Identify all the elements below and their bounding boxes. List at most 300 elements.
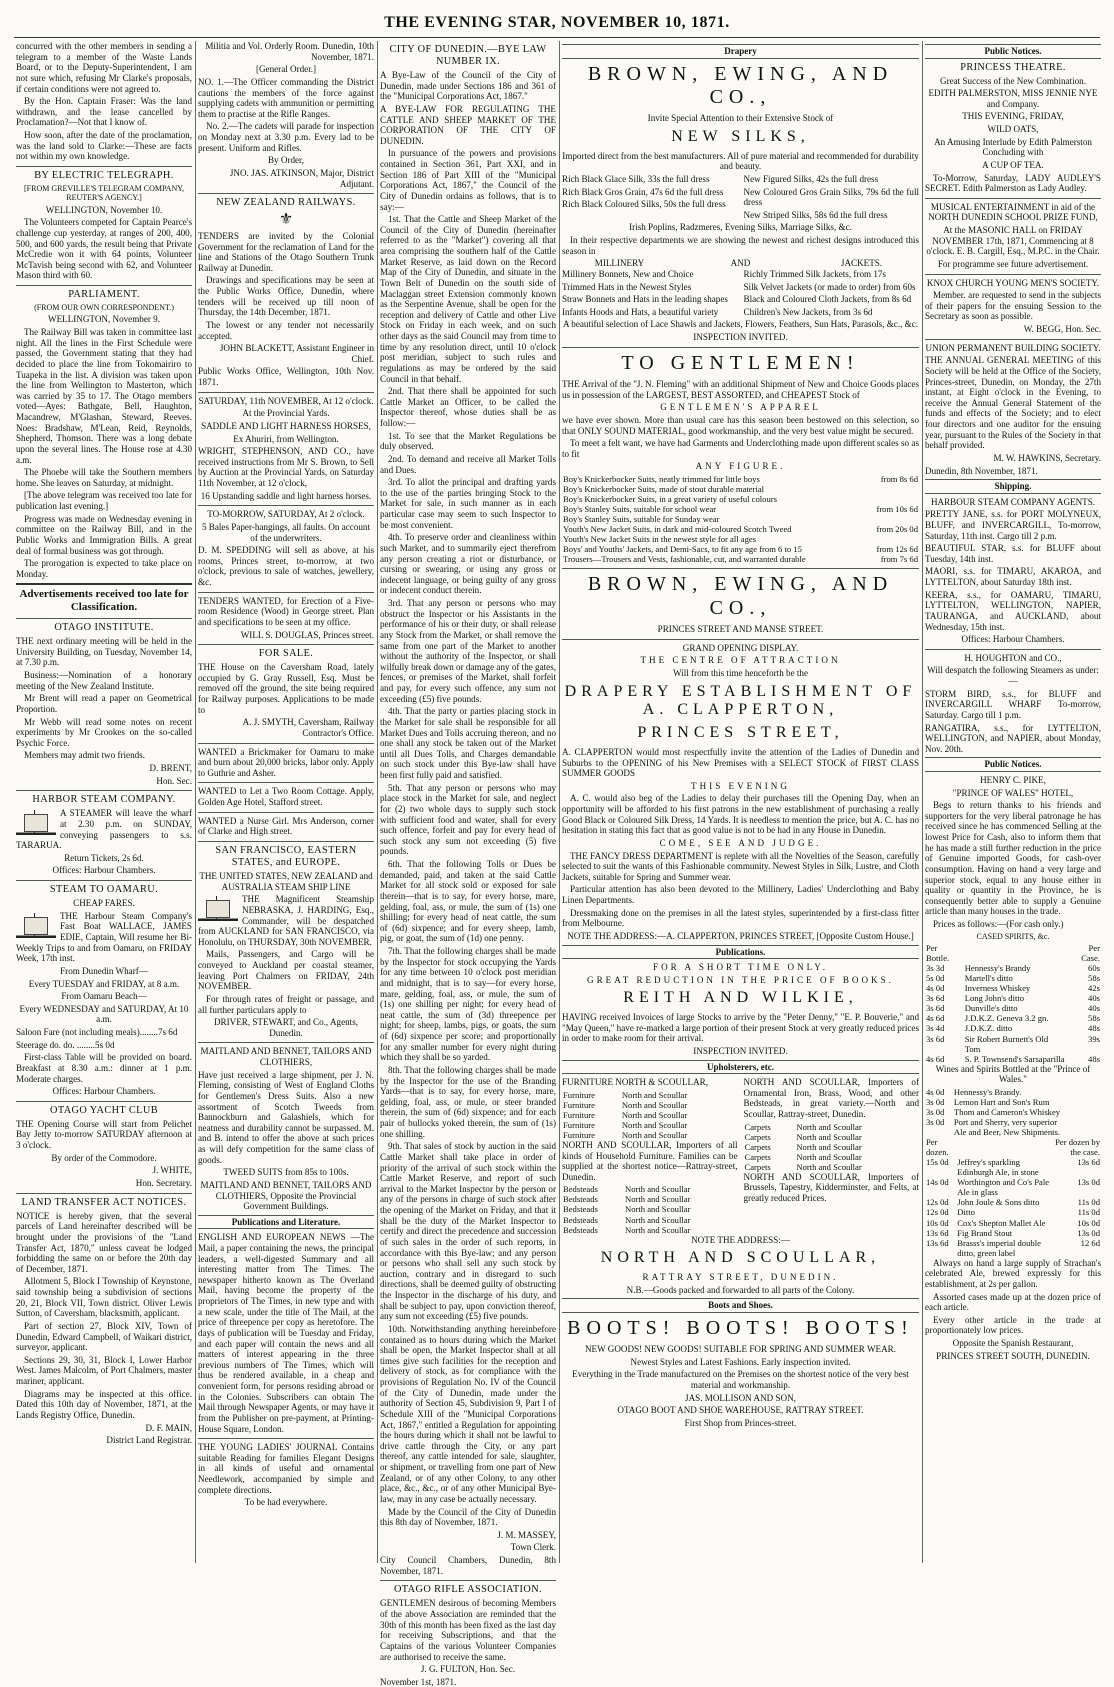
ad-text: TENDERS are invited by the Colonial Government for the reclamation of Land for the line and Stations of the Otago Southern Trunk Railway at Dunedin. bbox=[198, 230, 374, 273]
divider bbox=[925, 339, 1101, 340]
ad-subheading: FOR A SHORT TIME ONLY. bbox=[653, 962, 828, 973]
ad-subheading: PRINCES STREET SOUTH, DUNEDIN. bbox=[936, 1350, 1090, 1361]
table-row bbox=[925, 993, 1101, 1003]
ad-subheading: Wines and Spirits Bottled at the "Prince of Wales." bbox=[935, 1063, 1091, 1085]
table-row bbox=[925, 1218, 1101, 1228]
article-text: concurred with the other members in sending a telegram to a member of the Waste Lands Board, or to the Deputy-Superintendent, I am not sure which, refusing Mr Clarke's proposals, if certain conditions were not agreed to. bbox=[16, 41, 192, 94]
table-cell: Boy's Knickerbocker Suits, made of stout durable material bbox=[563, 484, 765, 495]
table-cell: North and Scoullar bbox=[621, 1099, 688, 1110]
ad-text: TENDERS WANTED, for Erection of a Five-room Residence (Wood) in George street. Plan and specifications to be seen at my office. bbox=[198, 595, 374, 627]
section-label: Shipping. bbox=[925, 479, 1101, 494]
list-item: Black and Coloured Cloth Jackets, from 8s 6d bbox=[743, 294, 912, 305]
table-cell: 58s bbox=[1088, 973, 1100, 984]
table-cell: Carpets bbox=[744, 1131, 771, 1142]
ad-text: Ex Ahuriri, from Wellington. bbox=[233, 433, 339, 444]
ad-text: NORTH AND SCOULLAR, Importers of Ornamental Iron, Brass, Wood, and other Bedsteads, in great variety.—North and Scoullar, Rattray-street, Dunedin. bbox=[743, 1077, 919, 1119]
ad-text: 16 Upstanding saddle and light harness horses. bbox=[200, 490, 372, 501]
column-header: Per Case. bbox=[1081, 943, 1100, 964]
ad-heading: FURNITURE NORTH & SCOULLAR, bbox=[562, 1077, 708, 1088]
ad-text: NORTH AND SCOULLAR, Importers of Brussels, Tapestry, Kidderminster, and Felts, at greatly reduced Prices. bbox=[743, 1171, 919, 1203]
table-cell: Boys' and Youths' Jackets, and Demi-Sacs, to fit any age from 6 to 15 bbox=[563, 544, 802, 555]
table-row bbox=[925, 1097, 1101, 1107]
signature-title: Hon. Secretary. bbox=[135, 1177, 192, 1188]
list-item: New Coloured Gros Grain Silks, 79s 6d the full dress bbox=[743, 186, 919, 208]
column-divider bbox=[559, 41, 560, 1563]
silk-list bbox=[562, 174, 919, 223]
column-header-text: Per bbox=[926, 1137, 938, 1148]
bylaw-text: 3rd. To allot the principal and drafting yards to the use of the parties bringing Stock to the Market for sale, in such manner as in each particular case may seem to such Inspector to be most convenient. bbox=[380, 477, 556, 530]
ad-text: Members may admit two friends. bbox=[24, 750, 145, 761]
ad-text: N.B.—Goods packed and forwarded to all parts of the Colony. bbox=[626, 1284, 855, 1295]
ad-subheading: CHEAP FARES. bbox=[73, 898, 135, 909]
ad-subheading: CASED SPIRITS, &c. bbox=[976, 931, 1050, 941]
signature: J. G. FULTON, Hon. Sec. bbox=[420, 1664, 516, 1675]
list-item: Children's New Jackets, from 3s 6d bbox=[743, 306, 873, 317]
article-text: By the Hon. Captain Fraser: Was the land withdrawn, and the lease cancelled by Proclamation?—Not that I know of. bbox=[16, 96, 192, 128]
list-item: Silk Velvet Jackets (or made to order) from 60s bbox=[743, 281, 916, 292]
divider bbox=[562, 639, 919, 640]
ad-text: Will despatch the following Steamers as under:— bbox=[927, 665, 1099, 687]
table-cell: 13s 0d bbox=[1077, 1227, 1100, 1238]
article-text: The prorogation is expected to take place on Monday. bbox=[16, 558, 192, 579]
signature: DRIVER, STEWART, and Co., Agents, Dunedin. bbox=[213, 1017, 359, 1038]
table-cell: Hennessy's Brandy bbox=[964, 963, 1031, 974]
table-cell: 13s 6d bbox=[926, 1227, 949, 1238]
table-cell: Furniture bbox=[563, 1089, 595, 1100]
table-cell: 60s bbox=[1088, 963, 1100, 974]
table-cell: Port and Sherry, very superior bbox=[953, 1117, 1058, 1128]
ad-heading: UNION PERMANENT BUILDING SOCIETY. bbox=[925, 342, 1101, 353]
ad-text: THE Arrival of the "J. N. Fleming" with an additional Shipment of New and Choice Goods places us in possession of the LARGEST, BEST ASSORTED, and CHEAPEST Stock of bbox=[562, 379, 919, 400]
ad-text: City Council Chambers, Dunedin, 8th November, 1871. bbox=[380, 1555, 556, 1576]
table-row bbox=[562, 1204, 738, 1214]
list-item: Richly Trimmed Silk Jackets, from 17s bbox=[743, 268, 886, 279]
table-cell: 4s 0d bbox=[926, 983, 945, 994]
table-row bbox=[925, 1157, 1101, 1177]
ad-text: Always on hand a large supply of Strachan's celebrated Ale, brewed expressly for this establishment, at 2s per gallon. bbox=[925, 1257, 1101, 1289]
table-cell: North and Scoullar bbox=[621, 1109, 688, 1120]
table-cell: North and Scoullar bbox=[625, 1214, 691, 1225]
table-cell: Carpets bbox=[744, 1141, 771, 1152]
divider bbox=[925, 274, 1101, 275]
table-cell: 4s 6d bbox=[926, 1053, 945, 1064]
signature-title: Town Clerk. bbox=[510, 1542, 556, 1553]
table-row bbox=[925, 1107, 1101, 1117]
table-cell: Brasss's imperial double ditto, green label bbox=[957, 1237, 1041, 1258]
ad-heading: HARBOUR STEAM COMPANY AGENTS. bbox=[930, 496, 1096, 507]
list-item: Millinery Bonnets, New and Choice bbox=[562, 268, 694, 279]
ad-text: To-Morrow, Saturday, LADY AUDLEY'S SECRET. Edith Palmerston as Lady Audley. bbox=[925, 172, 1101, 194]
table-row bbox=[562, 544, 919, 554]
divider bbox=[562, 568, 919, 569]
ad-text: THE YOUNG LADIES' JOURNAL Contains suitable Reading for families Elegant Designs in all kinds of useful and ornamental Needlework, accompanied by simple and complete directions. bbox=[198, 1442, 374, 1495]
ad-heading: KNOX CHURCH YOUNG MEN'S SOCIETY. bbox=[926, 277, 1100, 288]
table-cell: 5s 0d bbox=[926, 973, 945, 984]
table-cell: North and Scoullar bbox=[796, 1151, 862, 1162]
ad-text: WANTED a Brickmaker for Oamaru to make and burn about 20,000 bricks, labor only. Apply to Guthrie and Asher. bbox=[198, 746, 374, 778]
table-cell: North and Scoullar bbox=[621, 1119, 688, 1130]
table-cell: Lemon Hart and Son's Rum bbox=[953, 1096, 1050, 1107]
steamship-illustration bbox=[16, 913, 56, 941]
ad-text: At the Provincial Yards. bbox=[242, 408, 330, 419]
column-header: Per dozen by the case. bbox=[1055, 1137, 1100, 1158]
ad-text: Have just received a large shipment, per J. N. Fleming, consisting of West of England Cloths for Gentlemen's Dress Suits. Also a new assortment of Scotch Tweeds from Bannockburn and Galashiels, which for neatness and durability cannot be surpassed. M. and B. intend to offer the above at such prices as will defy competition for the same class of goods. bbox=[198, 1069, 374, 1165]
ad-text: Allotment 5, Block I Township of Keynstone, said township being a subdivision of sections 20, 21, Block VII, Town district. Oliver Lewis Sutton, of Caversham, blacksmith, applicant. bbox=[16, 1276, 192, 1319]
table-row bbox=[744, 1152, 920, 1162]
ad-heading: FOR SALE. bbox=[258, 648, 314, 660]
ad-text: Mails, Passengers, and Cargo will be conveyed to Auckland per coastal steamer, leaving Port Chalmers on FRIDAY, 24th NOVEMBER. bbox=[198, 949, 374, 992]
signature: D. F. MAIN, bbox=[145, 1422, 192, 1433]
table-row bbox=[562, 1100, 738, 1110]
ad-subheading: RATTRAY STREET, DUNEDIN. bbox=[642, 1271, 839, 1282]
ad-text: Public Works Office, Wellington, 10th Nov. 1871. bbox=[198, 366, 374, 388]
ad-text: RANGATIRA, s.s., for LYTTELTON, WELLINGTON, and NAPIER, about Monday, Nov. 20th. bbox=[925, 722, 1101, 754]
ad-text: By order of the Commodore. bbox=[51, 1152, 157, 1163]
table-cell: Carpets bbox=[744, 1151, 771, 1162]
table-cell: Long John's ditto bbox=[964, 993, 1025, 1004]
ad-subheading: COME, SEE AND JUDGE. bbox=[659, 837, 822, 848]
ad-text: OTAGO BOOT AND SHOE WAREHOUSE, RATTRAY STREET. bbox=[617, 1405, 864, 1416]
ad-text: Will from this time henceforth be the bbox=[673, 668, 808, 679]
ad-heading: H. HOUGHTON and CO., bbox=[964, 652, 1062, 663]
ad-text: Assorted cases made up at the dozen price of each article. bbox=[925, 1291, 1101, 1313]
table-row bbox=[562, 474, 919, 484]
ad-text: A beautiful selection of Lace Shawls and Jackets, Flowers, Feathers, Sun Hats, Parasols, &c., &c. bbox=[562, 319, 919, 330]
table-cell: 13s 0d bbox=[1077, 1177, 1100, 1188]
ad-text: Every WEDNESDAY and SATURDAY, At 10 a.m. bbox=[19, 1003, 189, 1025]
table-cell: Furniture bbox=[563, 1129, 595, 1140]
byline: [FROM GREVILLE'S TELEGRAM COMPANY, REUTER'S AGENCY.] bbox=[24, 183, 184, 203]
ad-heading: PRINCES STREET, bbox=[637, 724, 844, 742]
signature: J. M. MASSEY, bbox=[497, 1529, 556, 1540]
table-cell: North and Scoullar bbox=[796, 1131, 862, 1142]
table-cell: Dunville's ditto bbox=[964, 1003, 1018, 1014]
ad-text: By Order, bbox=[267, 155, 304, 166]
dateline: WELLINGTON, November 10. bbox=[45, 204, 163, 215]
divider bbox=[16, 166, 192, 167]
ad-text: Militia and Vol. Orderly Room. Dunedin, 10th November, 1871. bbox=[205, 41, 374, 62]
column-5 bbox=[925, 41, 1101, 1563]
ad-subheading: WILD OATS, bbox=[987, 124, 1039, 135]
ad-text: Every other article in the trade at proportionately low prices. bbox=[925, 1314, 1101, 1336]
table-cell: North and Scoullar bbox=[796, 1141, 862, 1152]
table-row bbox=[925, 983, 1101, 993]
column-divider bbox=[922, 41, 923, 1563]
ad-text: To be had everywhere. bbox=[244, 1497, 328, 1508]
ad-subheading: A CUP OF TEA. bbox=[982, 159, 1044, 170]
table-cell: John Joule & Sons ditto bbox=[957, 1197, 1040, 1208]
signature-title: Hon. Sec. bbox=[156, 775, 192, 786]
ad-text: Sections 29, 30, 31, Block I, Lower Harbor West. James Malcolm, of Port Chalmers, master mariner, applicant. bbox=[16, 1354, 192, 1386]
ad-text: STORM BIRD, s.s., for BLUFF and INVERCARGILL WHARF To-morrow, Saturday. Cargo till 1 p.m. bbox=[925, 688, 1101, 720]
table-cell: J.D.K.Z. ditto bbox=[964, 1023, 1013, 1034]
divider bbox=[562, 347, 919, 348]
ad-text: A STEAMER will leave the wharf at 2.30 p.m. on SUNDAY, conveying passengers to s.s. TARARUA. bbox=[16, 808, 192, 851]
ad-subheading: GENTLEMEN'S APPAREL bbox=[660, 402, 821, 413]
ad-text: Mr Brent will read a paper on Geometrical Proportion. bbox=[16, 693, 192, 714]
table-cell: North and Scoullar bbox=[796, 1121, 862, 1132]
table-cell: Furniture bbox=[563, 1119, 595, 1130]
ad-text: A. CLAPPERTON would most respectfully invite the attention of the Ladies of Dunedin and Suburbs to the OPENING of his New Premises with a SELECT STOCK of FIRST CLASS SUMMER GOODS bbox=[562, 746, 919, 779]
table-cell: 48s bbox=[1088, 1053, 1100, 1064]
ad-text: PRETTY JANE, s.s. for PORT MOLYNEUX, BLUFF, and INVERCARGILL, To-morrow, Saturday, 11th inst. Cargo till 2 p.m. bbox=[925, 509, 1101, 541]
ad-subheading: PRINCES STREET AND MANSE STREET. bbox=[657, 624, 824, 635]
article-text: The Volunteers competed for Captain Pearce's challenge cup yesterday, at ranges of 200, 400, 500, and 600 yards, the result being that Private McCredie won it with 64 points, Volunteer McTavish being second with 62, and Volunteer Mason third with 60. bbox=[16, 217, 192, 281]
ad-text: D. M. SPEDDING will sell as above, at his rooms, Princes street, to-morrow, at two o'clock, previous to sale of watches, jewellery, &c. bbox=[198, 545, 374, 588]
divider bbox=[16, 880, 192, 881]
ad-text: In their respective departments we are showing the newest and richest designs introduced this season in bbox=[562, 235, 919, 256]
ad-text: NOTE THE ADDRESS:— bbox=[691, 1234, 790, 1245]
table-cell: J.D.K.Z. Geneva 3.2 gn. bbox=[964, 1013, 1049, 1024]
table-row bbox=[925, 1034, 1101, 1054]
divider bbox=[198, 505, 374, 506]
ad-heading: NORTH AND SCOULLAR, bbox=[600, 1249, 881, 1267]
table-cell: North and Scoullar bbox=[625, 1224, 691, 1235]
ad-heading: "PRINCE OF WALES" HOTEL, bbox=[952, 787, 1074, 798]
spirits-price-table bbox=[925, 943, 1101, 1064]
table-cell: Sir Robert Burnett's Old Tom bbox=[964, 1033, 1049, 1054]
signature: J. WHITE, bbox=[152, 1165, 192, 1176]
ad-subheading: SADDLE AND LIGHT HARNESS HORSES, bbox=[201, 420, 371, 431]
ad-text: INSPECTION INVITED. bbox=[693, 1045, 788, 1056]
table-cell: from 10s 6d bbox=[876, 504, 918, 515]
ad-heading: HENRY C. PIKE, bbox=[980, 774, 1046, 785]
table-cell: Trousers—Trousers and Vests, fashionable, cut, and warranted durable bbox=[563, 554, 806, 565]
table-row bbox=[562, 1184, 738, 1194]
column-divider bbox=[195, 41, 196, 1563]
ad-text: Offices: Harbour Chambers. bbox=[961, 634, 1065, 645]
ad-text: MAORI, s.s. for TIMARU, AKAROA, and LYTTELTON, about Saturday 18th inst. bbox=[925, 566, 1101, 588]
article-text: How soon, after the date of the proclamation, was the land sold to Clarke:—These are facts not within my own knowledge. bbox=[16, 130, 192, 162]
table-cell: 3s 0d bbox=[926, 1117, 945, 1128]
divider bbox=[16, 790, 192, 791]
table-header-row bbox=[925, 943, 1101, 963]
table-row bbox=[925, 1228, 1101, 1238]
list-item: Straw Bonnets and Hats in the leading shapes bbox=[562, 294, 728, 305]
ad-text: No. 2.—The cadets will parade for inspection on Monday next at 3.30 p.m. Every lad to be present. Uniform and Rifles. bbox=[198, 121, 374, 153]
column-divider bbox=[377, 41, 378, 1563]
masthead-rule bbox=[14, 37, 1100, 38]
divider bbox=[198, 644, 374, 645]
table-cell bbox=[865, 484, 919, 494]
ad-heading: TO GENTLEMEN! bbox=[621, 351, 860, 374]
table-row bbox=[744, 1142, 920, 1152]
ad-text: 5 Bales Paper-hangings, all faults. On account of the underwriters. bbox=[201, 521, 370, 543]
table-cell: Bedsteads bbox=[563, 1214, 598, 1225]
table-cell: Ditto bbox=[957, 1207, 975, 1218]
list-item: New Figured Silks, 42s the full dress bbox=[743, 173, 879, 184]
divider bbox=[198, 1042, 374, 1043]
table-cell: from 20s 0d bbox=[876, 524, 918, 535]
bylaw-text: 3rd. That any person or persons who may obstruct the Inspector or his Assistants in the performance of his or their duty, or shall release any Stock from the Market, or shall remove the same from one part of the Market to another without the authority of the Inspector, or shall wilfully break down or damage any of the gates, fences, or premises of the Market, shall forfeit and pay, for every such offence, any sum not exceeding (£5) five pounds. bbox=[380, 598, 557, 704]
table-cell: 13s 6d bbox=[1077, 1157, 1100, 1168]
table-row bbox=[562, 554, 919, 564]
ad-text: From Oamaru Beach— bbox=[61, 991, 147, 1002]
column-4 bbox=[562, 41, 919, 1563]
ad-text: NEW GOODS! NEW GOODS! SUITABLE FOR SPRING AND SUMMER WEAR. bbox=[584, 1344, 896, 1355]
table-cell: 13s 6d bbox=[926, 1237, 949, 1248]
ad-heading: MUSICAL ENTERTAINMENT in aid of the NORTH DUNEDIN SCHOOL PRIZE FUND, bbox=[928, 201, 1098, 223]
ad-text: Dunedin, 8th November, 1871. bbox=[925, 465, 1038, 476]
byline: (FROM OUR OWN CORRESPONDENT.) bbox=[34, 303, 174, 313]
signature: D. BRENT, bbox=[149, 763, 192, 774]
section-label: Drapery bbox=[562, 44, 919, 59]
ad-text: THE ANNUAL GENERAL MEETING of this Society will be held at the Office of the Society, Princes-street, Dunedin, on Monday, the 27th instant, at Eight o'clock in the Evening, to receive the Annual General Statement of the funds and effects of the Society; and to elect four directors and one auditor for the ensuing year, pursuant to the Rules of the Society in that behalf provided. bbox=[925, 355, 1101, 451]
table-cell: Youth's New Jacket Suits, in dark and mid-coloured Scotch Tweed bbox=[563, 524, 792, 535]
divider bbox=[16, 1101, 192, 1102]
table-cell: Martell's ditto bbox=[964, 973, 1013, 984]
signature: M. W. HAWKINS, Secretary. bbox=[993, 452, 1101, 463]
divider bbox=[198, 812, 374, 813]
ad-text: Great Success of the New Combination. bbox=[940, 75, 1086, 86]
ad-text: Drawings and specifications may be seen at the Public Works Office, Dunedin, where tenders will be received up till noon of Thursday, the 14th December, 1871. bbox=[198, 275, 374, 318]
table-row bbox=[562, 1225, 738, 1235]
divider bbox=[925, 649, 1101, 650]
section-label: Public Notices. bbox=[925, 757, 1101, 772]
ad-text: The lowest or any tender not necessarily accepted. bbox=[198, 319, 374, 341]
ad-text: To meet a felt want, we have had Garments and Underclothing made upon different scales so as to fit bbox=[562, 438, 919, 459]
ad-text: Offices: Harbour Chambers. bbox=[52, 1086, 156, 1097]
list-item: Rich Black Coloured Silks, 50s the full dress bbox=[562, 199, 726, 210]
ad-text: BEAUTIFUL STAR, s.s. for BLUFF about Tuesday, 14th inst. bbox=[925, 543, 1101, 564]
table-cell: 58s bbox=[1088, 1013, 1100, 1024]
table-cell: S. P. Townsend's Sarsaparilla bbox=[964, 1053, 1065, 1064]
table-cell: from 8s 6d bbox=[880, 474, 918, 485]
ad-text: HAVING received Invoices of large Stocks to arrive by the "Peter Denny," "E. P. Bouverie," and "May Queen," have re-marked a large portion of their present Stock at very greatly reduced prices in order to make room for their arrival. bbox=[562, 1012, 919, 1044]
table-cell: Carpets bbox=[744, 1161, 771, 1172]
ad-text: THE Magnificent Steamship NEBRASKA, J. HARDING, Esq., Commander, will be despatched from AUCKLAND for SAN FRANCISCO, via Honolulu, on THURSDAY, 30th NOVEMBER. bbox=[198, 894, 374, 947]
bylaw-text: A Bye-Law of the Council of the City of Dunedin, made under Sections 186 and 361 of the "Municipal Corporations Act, 1867." bbox=[380, 70, 556, 102]
table-cell bbox=[865, 534, 919, 544]
bylaw-text: 5th. That any person or persons who may place stock in the Market for sale, and neglect for (2) two whole days to supply such stock with sufficient food and water, shall for every such offence, forfeit and pay for every head of such stock any sum not exceeding (5) five pounds. bbox=[380, 782, 556, 857]
ad-text: NO. 1.—The Officer commanding the District cautions the members of the force against supplying cadets with ammunition or permitting them to practise at the Rifle Ranges. bbox=[198, 76, 374, 119]
ad-text: Return Tickets, 2s 6d. bbox=[64, 852, 144, 863]
table-cell: 48s bbox=[1088, 1023, 1100, 1034]
ad-text: Opposite the Spanish Restaurant, bbox=[952, 1338, 1074, 1349]
article-text: Progress was made on Wednesday evening in committee on the Railway Bill, and in the Public Works and Immigration Bills. A great deal of formal business was got through. bbox=[16, 513, 192, 556]
table-cell: North and Scoullar bbox=[625, 1184, 691, 1195]
table-row bbox=[744, 1122, 920, 1132]
list-item: Trimmed Hats in the Newest Styles bbox=[562, 281, 692, 292]
section-heading: BY ELECTRIC TELEGRAPH. bbox=[34, 169, 174, 181]
table-cell: Furniture bbox=[563, 1099, 595, 1110]
ad-subheading: JAS. MOLLISON AND SON, bbox=[685, 1392, 796, 1403]
crest-icon: ⚜ bbox=[278, 211, 294, 229]
signature-title: District Land Registrar. bbox=[106, 1435, 192, 1446]
bylaw-text: 1st. To see that the Market Regulations be duly observed. bbox=[380, 430, 556, 452]
table-row bbox=[562, 1090, 738, 1100]
list-item: Rich Black Gros Grain, 47s 6d the full dress bbox=[562, 186, 724, 197]
ad-heading: STEAM TO OAMARU. bbox=[49, 884, 159, 896]
table-row bbox=[562, 534, 919, 544]
column-header-text: dozen. bbox=[926, 1147, 949, 1158]
table-row bbox=[925, 1177, 1101, 1197]
ad-text: For through rates of freight or passage, and all further particulars apply to bbox=[198, 993, 374, 1015]
ad-text: Dressmaking done on the premises in all the latest styles, superintended by a first-class fitter from Melbourne. bbox=[562, 907, 919, 929]
table-row bbox=[562, 1194, 738, 1204]
table-cell: North and Scoullar bbox=[625, 1204, 691, 1215]
section-label: Boots and Shoes. bbox=[562, 1298, 919, 1313]
ad-subheading: AND bbox=[730, 258, 751, 269]
table-row bbox=[925, 1238, 1101, 1258]
table-cell: North and Scoullar bbox=[796, 1161, 862, 1172]
ad-text: THE House on the Caversham Road, lately occupied by G. Gray Russell, Esq. Must be removed off the ground, the site being required for Railway purposes. Applications to be made to bbox=[198, 662, 374, 715]
ad-text: NOTE THE ADDRESS:—A. CLAPPERTON, PRINCES STREET, [Opposite Custom House.] bbox=[567, 930, 914, 941]
bylaw-text: 9th. That sales of stock by auction in the said Cattle Market shall take place in order of priority of the arrival of such stock within the Cattle Market Reserve, and report of such arrival to the Market Inspector by the person or any of the persons in charge of such stock after the opening of the Market on Friday, and that it shall be the duty of the Market Inspector to certify and direct the precedence and succession of such sales in the order of such reports, in accordance with this Bye-law; and any person or persons who shall sell any such stock by auction, contrary and in disregard to such directions, shall be deemed guilty of obstructing the Inspector in the discharge of his duty, and shall be subject to pay, upon conviction thereof, any sum not exceeding (£5) five pounds. bbox=[380, 1141, 556, 1322]
list-item: Rich Black Glace Silk, 33s the full dress bbox=[562, 173, 710, 184]
ad-text: Irish Poplins, Radzmeres, Evening Silks, Marriage Silks, &c. bbox=[629, 222, 852, 233]
divider bbox=[198, 193, 374, 194]
ad-heading: PRINCESS THEATRE. bbox=[960, 61, 1066, 73]
ad-text: Prices as follows:—(For cash only.) bbox=[933, 919, 1064, 930]
table-cell: Jeffrey's sparkling Edinburgh Ale, in stone bbox=[957, 1157, 1039, 1178]
table-cell: Boy's Knickerbocker Suits, neatly trimmed for little boys bbox=[563, 474, 760, 485]
ad-subheading: JACKETS. bbox=[840, 258, 883, 269]
bylaw-text: 6th. That the following Tolls or Dues be demanded, paid, and taken at the said Cattle Market for all stock sold or exposed for sale therein—that is to say, for every horse, mare, gelding, foal, ass, or mule, the sum of (1s) one shilling; for every head of neat cattle, the sum of (6d) sixpence; and for every sheep, lamb, pig, or goat, the sum of (1d) one penny. bbox=[380, 859, 556, 944]
table-row bbox=[562, 494, 919, 504]
table-row bbox=[925, 1117, 1101, 1127]
table-cell: Bedsteads bbox=[563, 1184, 598, 1195]
signature: JNO. JAS. ATKINSON, Major, District Adjutant. bbox=[229, 167, 374, 189]
divider bbox=[198, 392, 374, 393]
table-row bbox=[925, 1197, 1101, 1207]
ad-text: EDITH PALMERSTON, MISS JENNIE NYE and Company. bbox=[928, 88, 1098, 109]
ad-text: TWEED SUITS from 85s to 100s. bbox=[223, 1167, 349, 1178]
table-row bbox=[925, 1023, 1101, 1033]
ad-text: THE Harbour Steam Company's Fast Boat WALLACE, JAMES EDIE, Captain, Will resume her Bi-Weekly Trips to and from Oamaru, on FRIDAY Week, 17th inst. bbox=[16, 910, 192, 964]
ad-heading: REITH AND WILKIE, bbox=[623, 989, 858, 1007]
ad-text: A. C. would also beg of the Ladies to delay their purchases till the Opening Day, when an opportunity will be afforded to his first patrons in the new establishment of purchasing a really Good Black or Coloured Silk Dress, 14 Yards. It is needless to mention the price, but A. C. has no hesitation in stating this fact that as good value is not to be had in any House in Dunedin. bbox=[562, 793, 919, 836]
table-row bbox=[562, 484, 919, 494]
table-row bbox=[562, 514, 919, 524]
divider bbox=[925, 198, 1101, 199]
table-cell: 12s 0d bbox=[926, 1197, 949, 1208]
upholstery-ads bbox=[562, 1077, 919, 1235]
ad-heading: BOOTS! BOOTS! BOOTS! bbox=[567, 1316, 914, 1339]
table-cell: 3s 6d bbox=[926, 1033, 945, 1044]
divider bbox=[16, 1193, 192, 1194]
table-cell: Ale and Beer, New Shipments. bbox=[953, 1127, 1061, 1138]
ad-text: WRIGHT, STEPHENSON, AND CO., have received instructions from Mr S. Brown, to Sell by Auction at the Provincial Yards, on Saturday 11th November, at 12 o'clock, bbox=[198, 446, 374, 489]
table-row bbox=[562, 1130, 738, 1140]
ad-text: Mr Webb will read some notes on recent experiments by Mr Crookes on the so-called Psychic Force. bbox=[16, 716, 192, 748]
bylaw-text: 7th. That the following charges shall be made by the Inspector for stock occupying the Yards for any time between 10 o'clock post meridian and midnight, that is to say—for every horse, mare, gelding, foal, ass, or mule, the sum of (1s) one shilling per night; for every head of neat cattle, the sum of (3d) threepence per night; for sheep, lambs, pigs, or goats, the sum of (6d) sixpence per score; and proportionally for any smaller number for every night during which they shall be so yarded. bbox=[380, 946, 556, 1063]
bylaw-text: Made by the Council of the City of Dunedin this 8th day of November, 1871. bbox=[380, 1506, 556, 1528]
table-cell: from 7s 6d bbox=[880, 554, 918, 565]
ad-heading: LAND TRANSFER ACT NOTICES. bbox=[21, 1196, 187, 1208]
section-label: Publications. bbox=[562, 945, 919, 960]
table-row bbox=[925, 1054, 1101, 1064]
ad-text: An Amusing Interlude by Edith Palmerston Concluding with bbox=[934, 136, 1092, 158]
table-cell: Boy's Stanley Suits, suitable for Sunday wear bbox=[563, 514, 720, 525]
table-row bbox=[562, 1110, 738, 1120]
divider bbox=[16, 618, 192, 619]
table-cell: 11s 0d bbox=[1077, 1207, 1100, 1218]
signature: A. J. SMYTH, Caversham, Railway Contractor's Office. bbox=[242, 717, 374, 738]
table-cell: 12 6d bbox=[1080, 1237, 1100, 1248]
table-cell: 14s 0d bbox=[926, 1177, 949, 1188]
bylaw-text: 1st. That the Cattle and Sheep Market of the Council of the City of Dunedin (hereinafter referred to as the "Market") covering all that area comprising the southern half of the Cattle Market Reserve, as laid down on the Record Map of the City of Dunedin, and situate in the Town Belt of Dunedin on the south side of Maclaggan street Extension commonly known as the Serpentine Avenue, shall be open for the reception and delivery of Cattle and other Live Stock on Friday in each week, and on such other days as the said Council may from time to time by any resolution direct, until 10 o'clock post meridian, subject to such rules and regulations as may be ordered by the said Council in that behalf. bbox=[380, 214, 556, 384]
ad-heading: BROWN, EWING, AND CO., bbox=[587, 573, 894, 619]
section-heading: PARLIAMENT. bbox=[68, 289, 140, 301]
table-cell: 3s 6d bbox=[926, 1003, 945, 1014]
bylaw-text: A BYE-LAW FOR REGULATING THE CATTLE AND SHEEP MARKET OF THE CORPORATION OF THE CITY OF DUNEDIN. bbox=[380, 103, 556, 146]
ad-text: INSPECTION INVITED. bbox=[693, 332, 788, 343]
table-cell: Cox's Shepton Mallet Ale bbox=[957, 1217, 1046, 1228]
ad-text: Part of section 27, Block XIV, Town of Dunedin, Edward Campbell, of Waikari district, surveyor, applicant. bbox=[16, 1320, 192, 1353]
ad-subheading: GRAND OPENING DISPLAY. bbox=[682, 642, 799, 653]
table-cell: Inverness Whiskey bbox=[964, 983, 1031, 994]
